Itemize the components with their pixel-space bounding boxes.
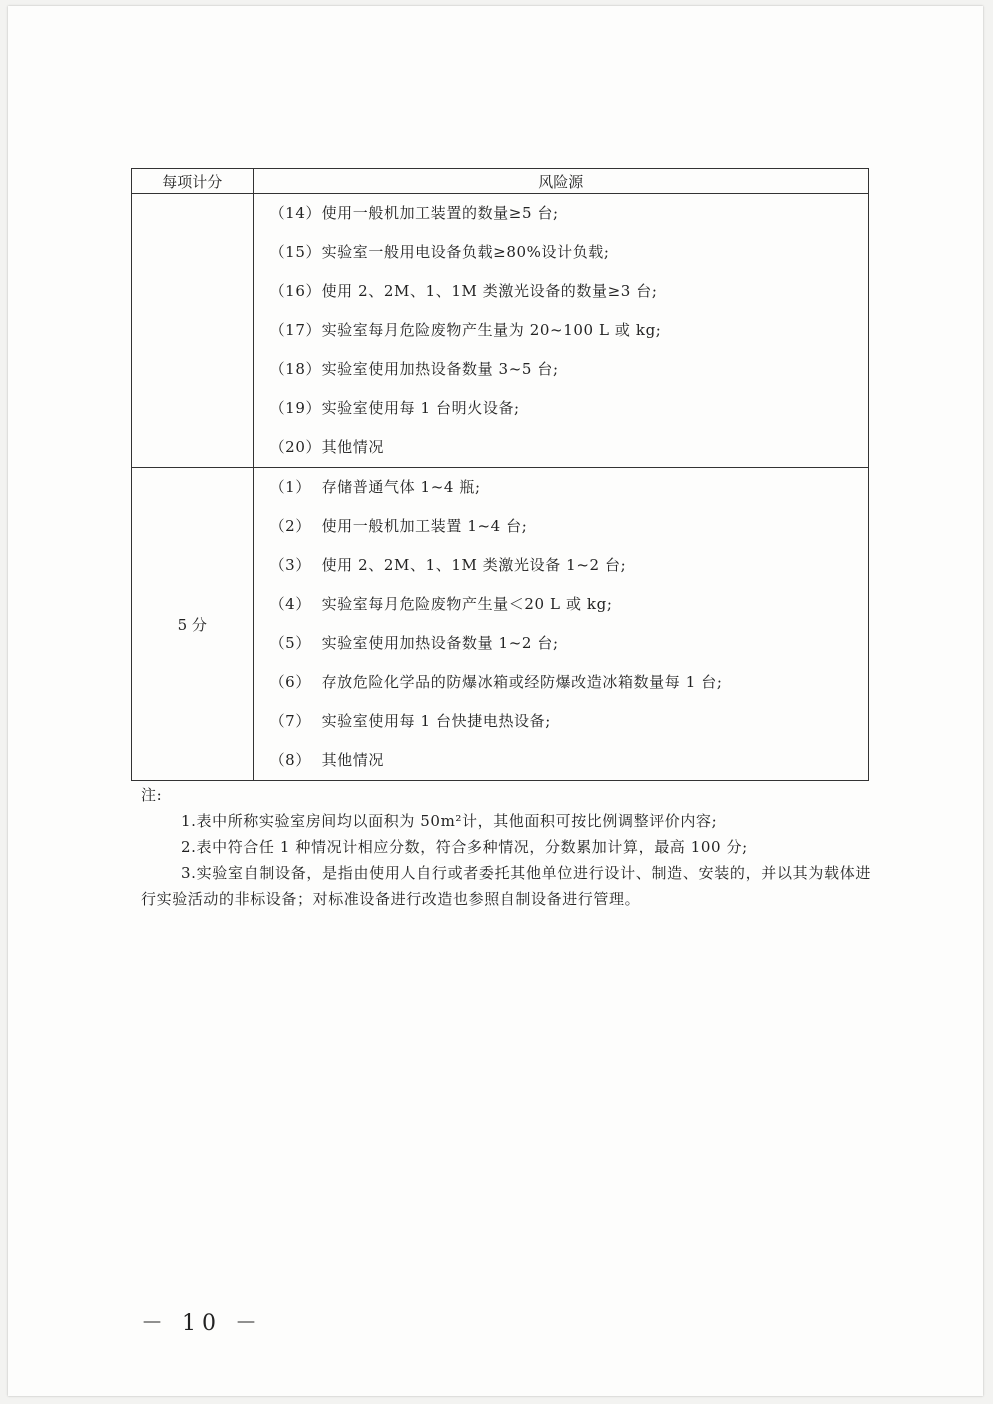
list-item <box>270 468 868 507</box>
item-number: （19） <box>269 399 322 417</box>
item-number: （1） <box>269 478 311 496</box>
risk-items-cell <box>253 468 868 781</box>
list-item <box>270 389 868 428</box>
score-column-header: 每项计分 <box>132 169 254 194</box>
item-number: （14） <box>269 204 322 222</box>
list-item <box>270 546 868 585</box>
item-text: 存储普通气体 1~4 瓶; <box>321 478 481 496</box>
item-number: （4） <box>269 595 311 613</box>
item-number: （7） <box>269 712 311 730</box>
item-number: （6） <box>269 673 311 691</box>
item-text: 实验室每月危险废物产生量为 20~100 L 或 kg; <box>321 321 662 339</box>
item-text: 实验室使用每 1 台快捷电热设备; <box>321 712 551 730</box>
list-item <box>270 233 868 272</box>
item-number: （20） <box>269 438 322 456</box>
item-number: （3） <box>269 556 311 574</box>
item-text: 实验室使用加热设备数量 1~2 台; <box>321 634 559 652</box>
score-cell <box>132 194 254 468</box>
notes-heading: 注: <box>141 786 163 804</box>
item-text: 使用一般机加工装置的数量≥5 台; <box>321 204 559 222</box>
item-number: （18） <box>269 360 322 378</box>
item-number: （2） <box>269 517 311 535</box>
list-item <box>270 272 868 311</box>
item-number: （5） <box>269 634 311 652</box>
item-number: （8） <box>269 751 311 769</box>
list-item <box>270 741 868 780</box>
list-item <box>270 702 868 741</box>
item-text: 其他情况 <box>321 438 384 456</box>
score-cell: 5 分 <box>132 468 254 781</box>
item-text: 实验室使用每 1 台明火设备; <box>321 399 520 417</box>
item-text: 实验室使用加热设备数量 3~5 台; <box>321 360 559 378</box>
table-header-row <box>132 169 869 194</box>
page-number: － 10 － <box>141 1311 263 1336</box>
notes-section <box>141 782 871 912</box>
list-item <box>270 663 868 702</box>
item-text: 使用一般机加工装置 1~4 台; <box>321 517 528 535</box>
risk-score-table <box>131 168 869 781</box>
list-item <box>270 311 868 350</box>
item-number: （17） <box>269 321 322 339</box>
list-item <box>270 507 868 546</box>
item-text: 其他情况 <box>321 751 384 769</box>
item-number: （15） <box>269 243 322 261</box>
item-text: 实验室一般用电设备负载≥80%设计负载; <box>321 243 610 261</box>
risk-column-header: 风险源 <box>253 169 868 194</box>
list-item <box>270 194 868 233</box>
note-line: 3.实验室自制设备，是指由使用人自行或者委托其他单位进行设计、制造、安装的，并以其为载体进行实验活动的非标设备；对标准设备进行改造也参照自制设备进行管理。 <box>141 864 871 908</box>
document-page <box>8 6 983 1396</box>
table-row <box>132 194 869 468</box>
item-text: 使用 2、2M、1、1M 类激光设备的数量≥3 台; <box>321 282 658 300</box>
list-item <box>270 350 868 389</box>
item-text: 存放危险化学品的防爆冰箱或经防爆改造冰箱数量每 1 台; <box>321 673 723 691</box>
item-text: 使用 2、2M、1、1M 类激光设备 1~2 台; <box>321 556 627 574</box>
note-line: 1.表中所称实验室房间均以面积为 50m²计，其他面积可按比例调整评价内容; <box>181 812 718 830</box>
list-item <box>270 428 868 467</box>
list-item <box>270 624 868 663</box>
list-item <box>270 585 868 624</box>
risk-items-cell <box>253 194 868 468</box>
table-row <box>132 468 869 781</box>
item-text: 实验室每月危险废物产生量＜20 L 或 kg; <box>321 595 613 613</box>
note-line: 2.表中符合任 1 种情况计相应分数，符合多种情况，分数累加计算，最高 100 分; <box>181 838 748 856</box>
item-number: （16） <box>269 282 322 300</box>
